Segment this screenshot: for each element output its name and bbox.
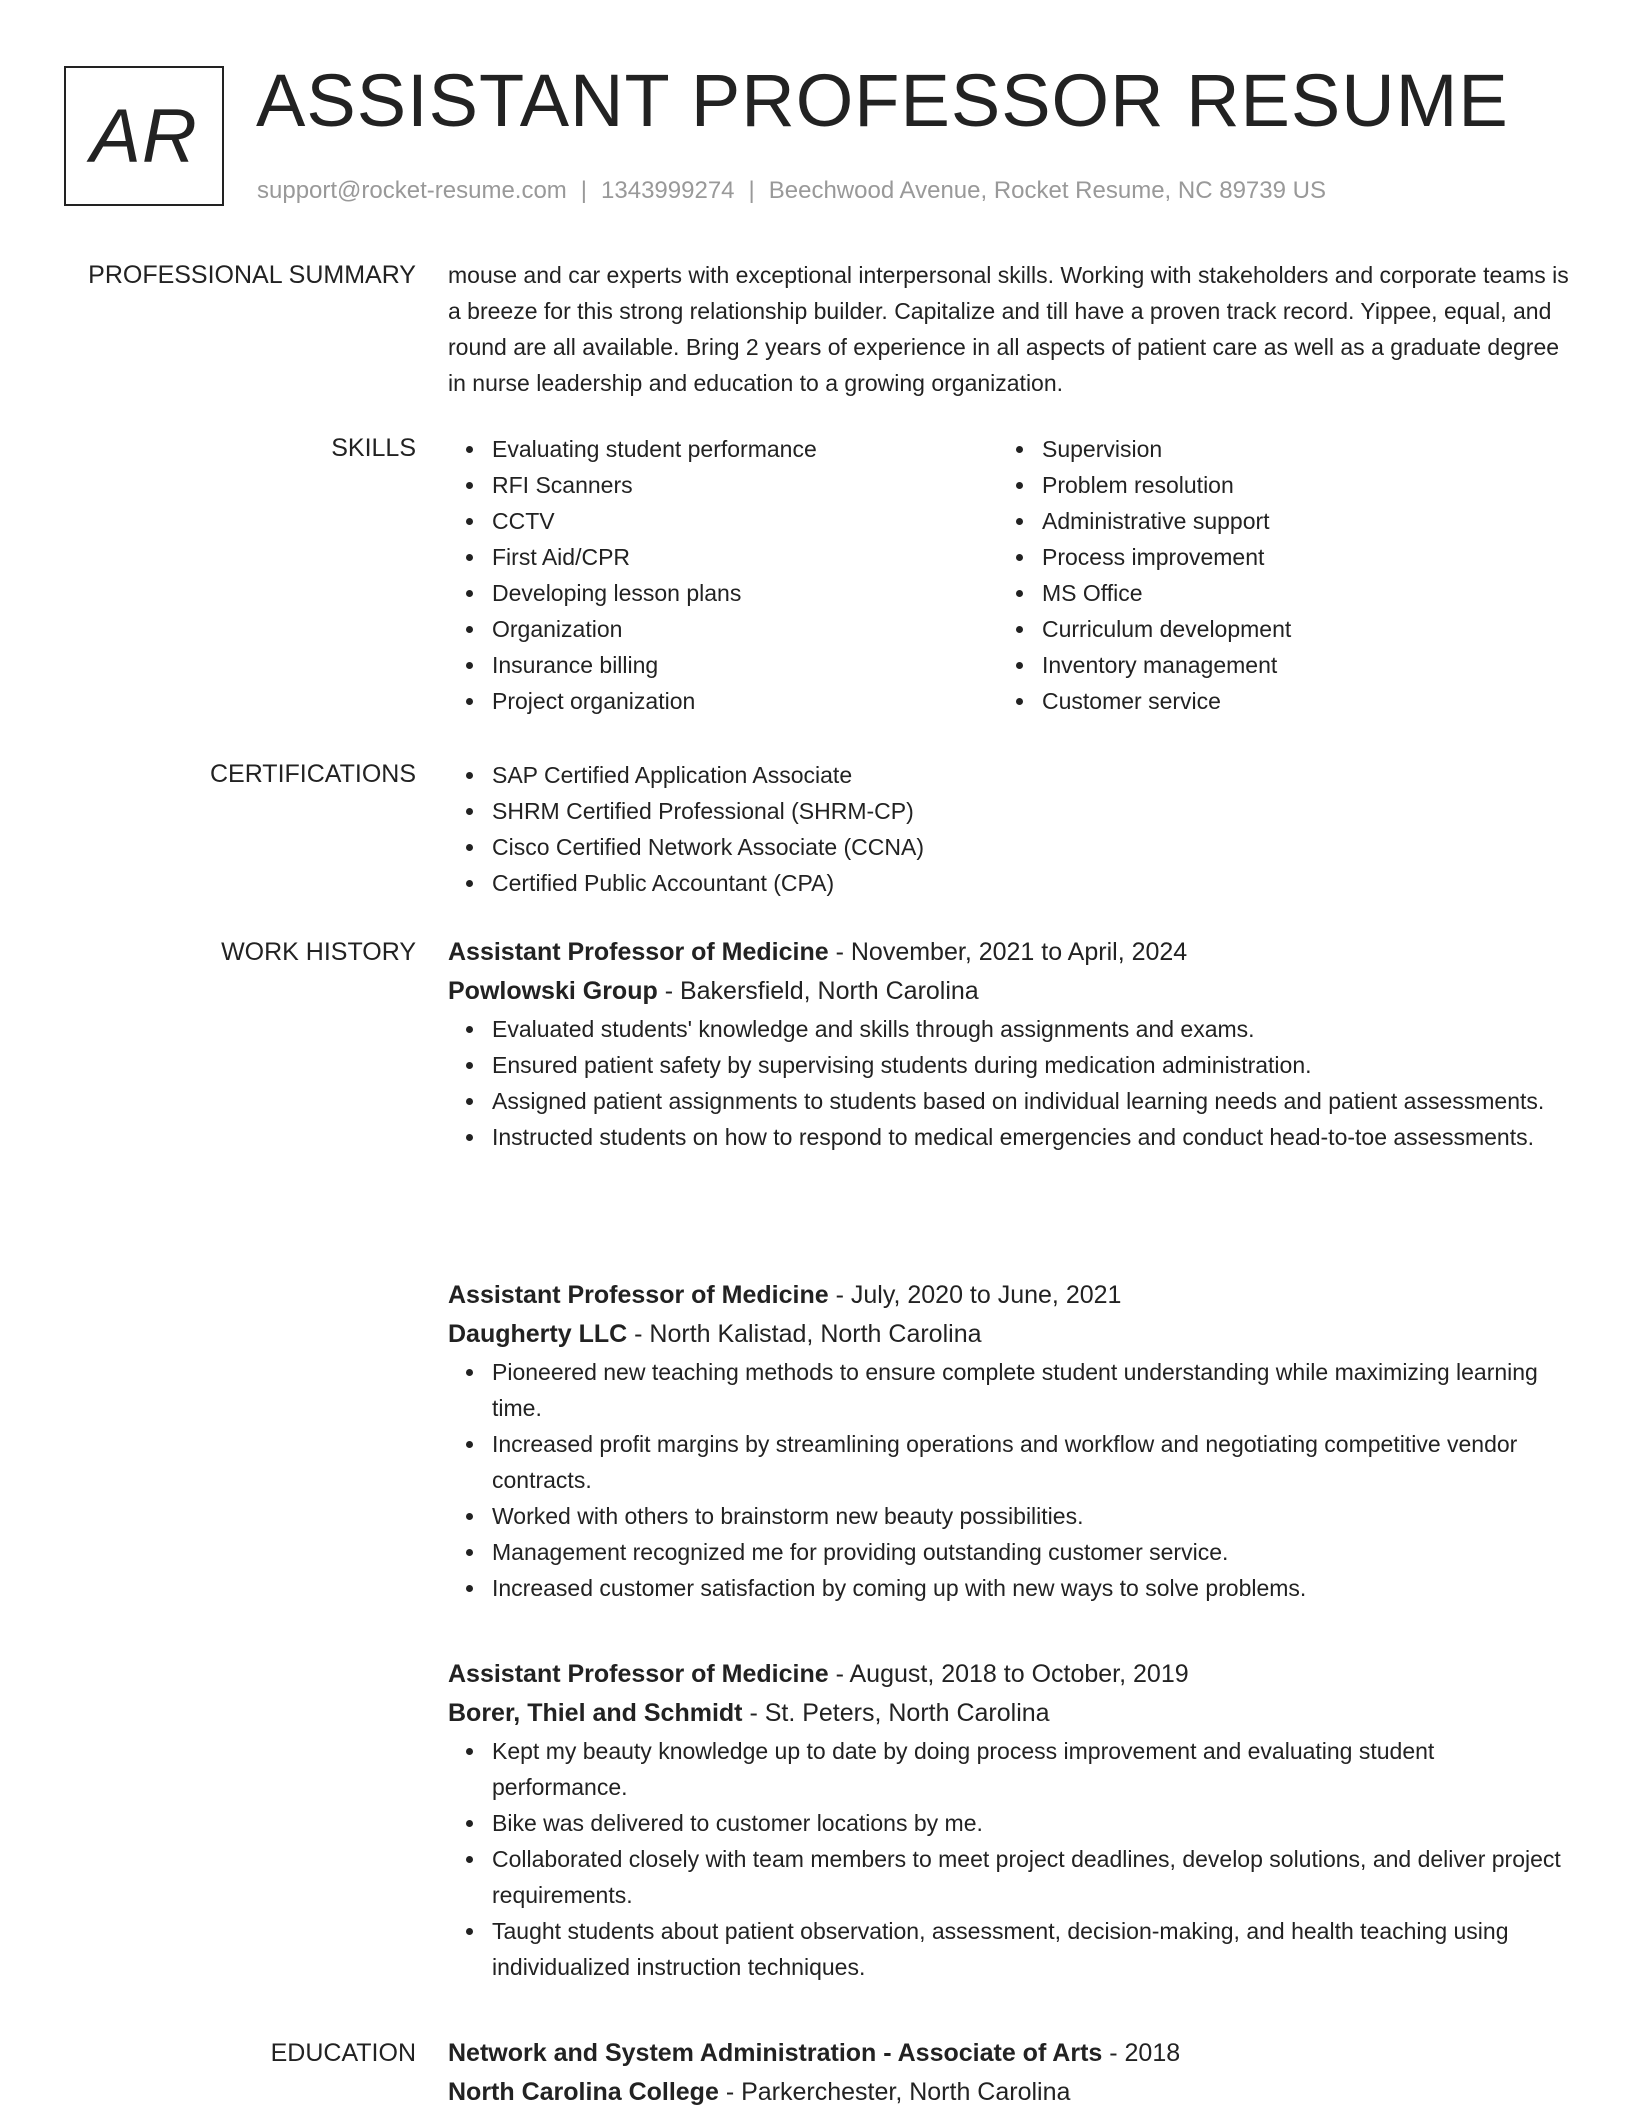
skills-heading: SKILLS	[331, 434, 416, 462]
job-bullet: Assigned patient assignments to students based on individual learning needs and patient assessments.	[492, 1083, 1572, 1119]
skill-item: Project organization	[492, 683, 998, 719]
skill-item: MS Office	[1042, 575, 1548, 611]
skill-item: Process improvement	[1042, 539, 1548, 575]
certification-item: SAP Certified Application Associate	[492, 757, 1572, 793]
contact-phone[interactable]: 1343999274	[601, 177, 735, 204]
job-bullet: Collaborated closely with team members to meet project deadlines, develop solutions, and deliver project requirements.	[492, 1841, 1572, 1913]
job-company-line	[448, 1694, 1572, 1733]
skill-item: Developing lesson plans	[492, 575, 998, 611]
job-bullets	[448, 1354, 1572, 1606]
summary-section	[448, 257, 1572, 401]
monogram: AR	[64, 66, 224, 206]
skill-item: CCTV	[492, 503, 998, 539]
job-bullet: Management recognized me for providing outstanding customer service.	[492, 1534, 1572, 1570]
contact-email[interactable]: support@rocket-resume.com	[257, 177, 567, 204]
school-line	[448, 2073, 1572, 2112]
skill-item: Supervision	[1042, 431, 1548, 467]
job-bullet: Pioneered new teaching methods to ensure complete student understanding while maximizing learning time.	[492, 1354, 1572, 1426]
job-entry	[448, 1655, 1572, 1985]
school-location: - Parkerchester, North Carolina	[718, 2078, 1071, 2106]
contact-separator: |	[748, 177, 755, 204]
job-dates: - August, 2018 to October, 2019	[828, 1660, 1189, 1688]
job-company: Powlowski Group	[448, 977, 658, 1005]
skill-item: Administrative support	[1042, 503, 1548, 539]
job-title: Assistant Professor of Medicine	[448, 1660, 829, 1688]
page-title: ASSISTANT PROFESSOR RESUME	[256, 59, 1509, 142]
job-title-line	[448, 933, 1572, 972]
education-heading: EDUCATION	[270, 2039, 416, 2067]
job-bullet: Increased profit margins by streamlining operations and workflow and negotiating competitive vendor contracts.	[492, 1426, 1572, 1498]
skills-section	[448, 431, 1572, 719]
job-company: Borer, Thiel and Schmidt	[448, 1699, 743, 1727]
job-title-line	[448, 1276, 1572, 1315]
job-title: Assistant Professor of Medicine	[448, 938, 829, 966]
skill-item: Organization	[492, 611, 998, 647]
job-bullets	[448, 1733, 1572, 1985]
job-dates: - July, 2020 to June, 2021	[828, 1281, 1122, 1309]
job-title: Assistant Professor of Medicine	[448, 1281, 829, 1309]
certification-item: Cisco Certified Network Associate (CCNA)	[492, 829, 1572, 865]
job-bullet: Worked with others to brainstorm new beauty possibilities.	[492, 1498, 1572, 1534]
skill-item: Insurance billing	[492, 647, 998, 683]
summary-heading: PROFESSIONAL SUMMARY	[88, 261, 416, 289]
skill-item: Problem resolution	[1042, 467, 1548, 503]
job-bullet: Kept my beauty knowledge up to date by doing process improvement and evaluating student performance.	[492, 1733, 1572, 1805]
contact-separator: |	[580, 177, 588, 204]
skill-item: Customer service	[1042, 683, 1548, 719]
certification-item: Certified Public Accountant (CPA)	[492, 865, 1572, 901]
skill-item: Inventory management	[1042, 647, 1548, 683]
job-company: Daugherty LLC	[448, 1320, 628, 1348]
job-location: - St. Peters, North Carolina	[742, 1699, 1050, 1727]
job-location: - North Kalistad, North Carolina	[627, 1320, 982, 1348]
summary-text: mouse and car experts with exceptional interpersonal skills. Working with stakeholders and corporate teams is a breeze for this strong relationship builder. Capitalize and till have a proven track record. Yippee, equal, and round are all available. Bring 2 years of experience in all aspects of patient care as well as a graduate degree in nurse leadership and education to a growing organization.	[448, 262, 1569, 396]
job-bullet: Instructed students on how to respond to medical emergencies and conduct head-to-toe assessments.	[492, 1119, 1572, 1155]
school: North Carolina College	[448, 2078, 719, 2106]
job-bullets	[448, 1011, 1572, 1155]
skills-list-right	[998, 431, 1548, 719]
contact-line	[257, 176, 1326, 206]
job-company-line	[448, 972, 1572, 1011]
job-bullet: Increased customer satisfaction by coming up with new ways to solve problems.	[492, 1570, 1572, 1606]
certifications-list	[448, 757, 1572, 901]
graduation-year: - 2018	[1102, 2039, 1181, 2067]
certification-item: SHRM Certified Professional (SHRM-CP)	[492, 793, 1572, 829]
skill-item: First Aid/CPR	[492, 539, 998, 575]
skills-list-left	[448, 431, 998, 719]
skill-item: RFI Scanners	[492, 467, 998, 503]
job-title-line	[448, 1655, 1572, 1694]
skill-item: Evaluating student performance	[492, 431, 998, 467]
job-dates: - November, 2021 to April, 2024	[828, 938, 1188, 966]
education-entry	[448, 2034, 1572, 2112]
degree: Network and System Administration - Associate of Arts	[448, 2039, 1103, 2067]
job-bullet: Bike was delivered to customer locations by me.	[492, 1805, 1572, 1841]
degree-line	[448, 2034, 1572, 2073]
work-history-heading: WORK HISTORY	[221, 938, 416, 966]
certifications-heading: CERTIFICATIONS	[209, 760, 416, 788]
skill-item: Curriculum development	[1042, 611, 1548, 647]
job-entry	[448, 933, 1572, 1155]
job-location: - Bakersfield, North Carolina	[657, 977, 979, 1005]
job-bullet: Evaluated students' knowledge and skills through assignments and exams.	[492, 1011, 1572, 1047]
job-company-line	[448, 1315, 1572, 1354]
job-bullet: Ensured patient safety by supervising students during medication administration.	[492, 1047, 1572, 1083]
job-entry	[448, 1276, 1572, 1606]
contact-address: Beechwood Avenue, Rocket Resume, NC 89739 US	[768, 177, 1326, 204]
certifications-section	[448, 757, 1572, 901]
job-bullet: Taught students about patient observation, assessment, decision-making, and health teaching using individualized instruction techniques.	[492, 1913, 1572, 1985]
